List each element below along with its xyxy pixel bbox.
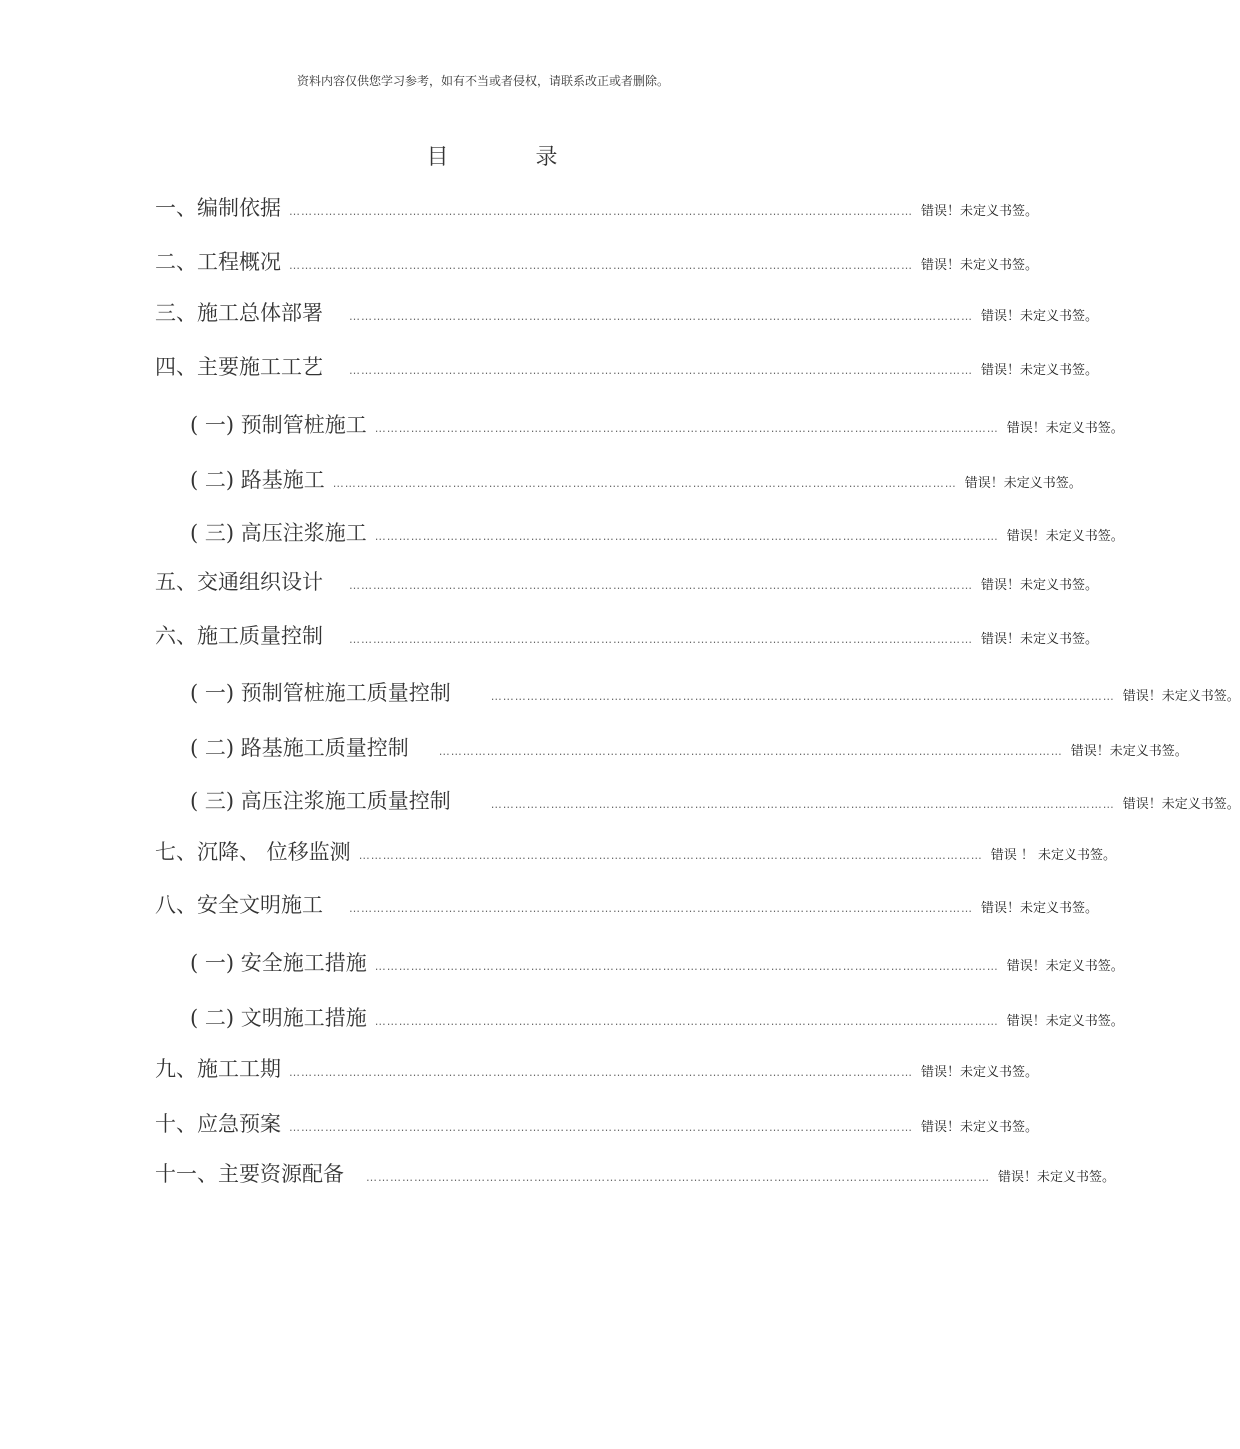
toc-entry-page: 错误！未定义书签。 <box>1006 1014 1124 1029</box>
toc-entry[interactable] <box>155 566 1099 596</box>
toc-entry-label: ( 三) 高压注浆施工 <box>190 521 367 545</box>
toc-entry[interactable] <box>190 409 1124 439</box>
toc-title: 目 录 <box>426 145 598 170</box>
toc-entry-page: 错误！未定义书签。 <box>981 901 1099 916</box>
toc-entry-label: ( 一) 预制管桩施工 <box>190 413 367 437</box>
toc-leader-dots: ………………………………………………………………………………………………………………………………………… <box>349 633 973 646</box>
toc-entry[interactable] <box>155 297 1099 327</box>
toc-entry-label: 主要施工工艺 <box>197 355 323 379</box>
toc-entry-page: 错误！未定义书签。 <box>1070 744 1188 759</box>
toc-leader-dots: ………………………………………………………………………………………………………………………………………… <box>289 1121 913 1134</box>
toc-entry-label: 交通组织设计 <box>197 570 323 594</box>
toc-leader-dots: ………………………………………………………………………………………………………………………………………… <box>349 364 973 377</box>
toc-entry[interactable] <box>155 620 1099 650</box>
toc-entry-label: 施工工期 <box>197 1057 281 1081</box>
toc-entry-label: 施工总体部署 <box>197 301 323 325</box>
toc-leader-dots: ………………………………………………………………………………………………………………………………………… <box>490 690 1115 703</box>
toc-entry[interactable] <box>190 785 1240 815</box>
toc-entry-page: 错误！未定义书签。 <box>1122 689 1240 704</box>
toc-entry-page: 错误！未定义书签。 <box>921 204 1039 219</box>
toc-entry-page: 错误！未定义书签。 <box>921 258 1039 273</box>
toc-entry-page: 错误！未定义书签。 <box>1006 529 1124 544</box>
toc-entry-page: 错误！未定义书签。 <box>981 578 1099 593</box>
toc-entry-page: 错误！未定义书签。 <box>981 363 1099 378</box>
toc-entry-number: 十一、 <box>155 1162 218 1186</box>
toc-leader-dots: ………………………………………………………………………………………………………………………………………… <box>374 422 999 435</box>
toc-entry-page: 错误！未定义书签。 <box>921 1065 1039 1080</box>
toc-leader-dots: ………………………………………………………………………………………………………………………………………… <box>374 530 999 543</box>
toc-entry-label: ( 三) 高压注浆施工质量控制 <box>190 789 451 813</box>
toc-entry[interactable] <box>190 732 1188 762</box>
toc-leader-dots: ………………………………………………………………………………………………………………………………………… <box>289 259 913 272</box>
toc-entry[interactable] <box>190 947 1124 977</box>
toc-entry[interactable] <box>190 464 1082 494</box>
toc-entry-label: ( 二) 路基施工质量控制 <box>190 736 409 760</box>
toc-leader-dots: ………………………………………………………………………………………………………………………………………… <box>349 902 973 915</box>
toc-entry-number: 八、 <box>155 893 197 917</box>
toc-leader-dots: ………………………………………………………………………………………………………………………………………… <box>332 477 957 490</box>
toc-entry-page: 错误！未定义书签。 <box>964 476 1082 491</box>
toc-entry-label: 工程概况 <box>197 250 281 274</box>
toc-entry[interactable] <box>155 836 1116 866</box>
toc-leader-dots: ………………………………………………………………………………………………………………………………………… <box>289 205 913 218</box>
toc-entry[interactable] <box>155 351 1099 381</box>
toc-leader-dots: ………………………………………………………………………………………………………………………………………… <box>374 1015 999 1028</box>
toc-entry-number: 二、 <box>155 250 197 274</box>
toc-entry-number: 七、 <box>155 840 197 864</box>
toc-leader-dots: ………………………………………………………………………………………………………………………………………… <box>366 1171 990 1184</box>
toc-entry-number: 十、 <box>155 1112 197 1136</box>
toc-entry[interactable] <box>155 1108 1039 1138</box>
toc-entry-label: ( 二) 路基施工 <box>190 468 325 492</box>
toc-entry[interactable] <box>155 192 1039 222</box>
toc-entry[interactable] <box>190 517 1124 547</box>
toc-entry[interactable] <box>155 1158 1116 1188</box>
toc-entry-label: ( 一) 预制管桩施工质量控制 <box>190 681 451 705</box>
toc-entry-page: 错误！未定义书签。 <box>981 632 1099 647</box>
toc-entry[interactable] <box>190 677 1240 707</box>
toc-leader-dots: ………………………………………………………………………………………………………………………………………… <box>349 310 973 323</box>
toc-leader-dots: ………………………………………………………………………………………………………………………………………… <box>349 579 973 592</box>
toc-entry[interactable] <box>155 889 1099 919</box>
toc-leader-dots: ………………………………………………………………………………………………………………………………………… <box>374 960 999 973</box>
toc-entry-label: 应急预案 <box>197 1112 281 1136</box>
toc-entry[interactable] <box>155 1053 1039 1083</box>
toc-entry-page: 错误！未定义书签。 <box>1006 421 1124 436</box>
toc-entry-number: 四、 <box>155 355 197 379</box>
toc-entry-number: 一、 <box>155 196 197 220</box>
toc-entry-label: ( 二) 文明施工措施 <box>190 1006 367 1030</box>
toc-leader-dots: ………………………………………………………………………………………………………………………………………… <box>289 1066 913 1079</box>
toc-entry-page: 错误！未定义书签。 <box>981 309 1099 324</box>
toc-entry-number: 五、 <box>155 570 197 594</box>
toc-entry[interactable] <box>190 1002 1124 1032</box>
toc-leader-dots: ………………………………………………………………………………………………………………………………………… <box>438 745 1063 758</box>
toc-entry[interactable] <box>155 246 1039 276</box>
toc-entry-label: 施工质量控制 <box>197 624 323 648</box>
toc-entry-label: 编制依据 <box>197 196 281 220</box>
toc-entry-page: 错误！未定义书签。 <box>1122 797 1240 812</box>
toc-entry-label: 沉降、 位移监测 <box>197 840 351 864</box>
toc-entry-number: 六、 <box>155 624 197 648</box>
toc-entry-page: 错误！未定义书签。 <box>998 1170 1116 1185</box>
toc-entry-number: 三、 <box>155 301 197 325</box>
toc-leader-dots: ………………………………………………………………………………………………………………………………………… <box>358 849 983 862</box>
toc-entry-page: 错误！未定义书签。 <box>1006 959 1124 974</box>
toc-entry-label: 安全文明施工 <box>197 893 323 917</box>
toc-entry-label: ( 一) 安全施工措施 <box>190 951 367 975</box>
disclaimer-notice: 资料内容仅供您学习参考，如有不当或者侵权，请联系改正或者删除。 <box>296 74 669 88</box>
toc-entry-page: 错误！未定义书签。 <box>921 1120 1039 1135</box>
toc-entry-page: 错误 ！ 未定义书签。 <box>990 848 1116 863</box>
toc-entry-number: 九、 <box>155 1057 197 1081</box>
toc-leader-dots: ………………………………………………………………………………………………………………………………………… <box>490 798 1115 811</box>
toc-entry-label: 主要资源配备 <box>218 1162 344 1186</box>
